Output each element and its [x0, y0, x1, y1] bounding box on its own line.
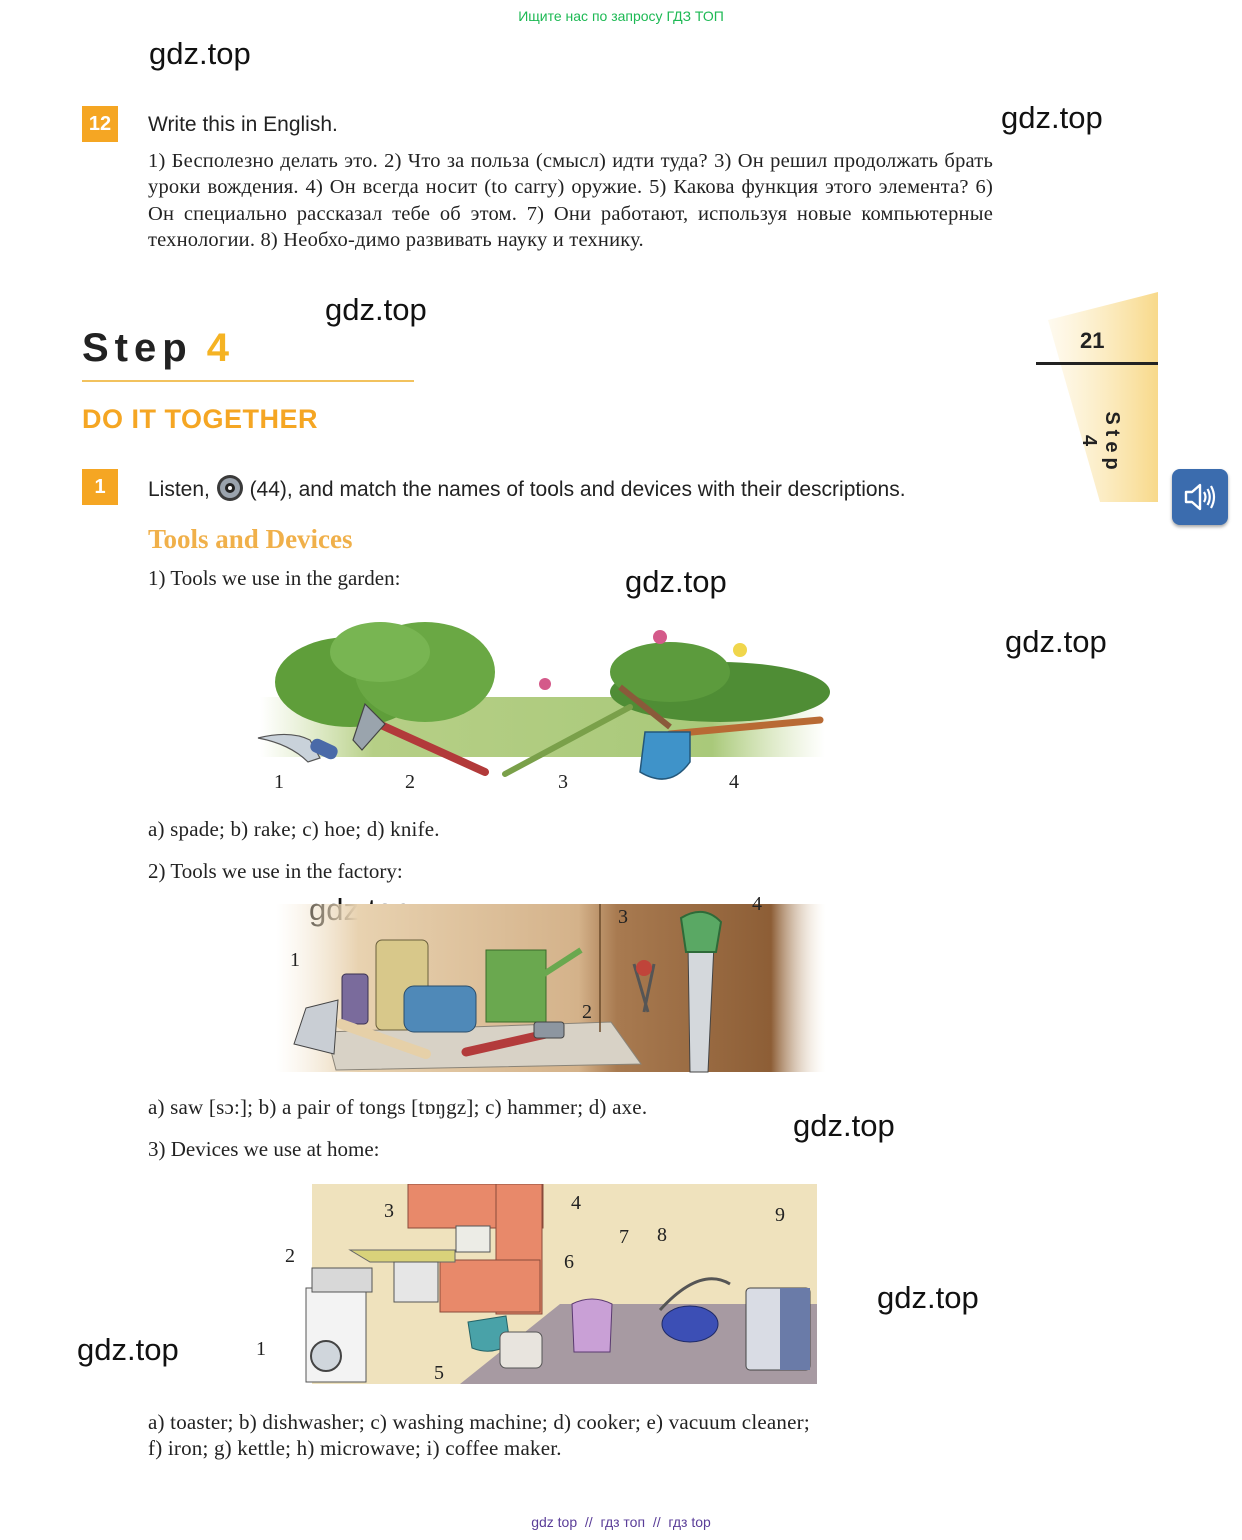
- exercise-text: 1) Бесполезно делать это. 2) Что за польза (смысл) идти туда? 3) Он решил продолжать брать уроки вождения. 4) Он всегда носит (to carry) оружие. 5) Какова функция этого элемента? 6) Он специально рассказал тебе об этом. 7) Они работают, используя новые компьютерные технологии. 8) Необхо-димо развивать науку и технику.: [148, 150, 993, 251]
- picture-label: 4: [752, 893, 762, 915]
- picture-label: 6: [564, 1251, 574, 1273]
- step-divider: [82, 380, 414, 382]
- answer-options: a) spade; b) rake; c) hoe; d) knife.: [148, 817, 440, 841]
- picture-label: 1: [256, 1338, 266, 1360]
- picture-label: 1: [274, 771, 284, 793]
- exercise-number-badge: 1: [82, 469, 118, 505]
- speaker-icon: [1183, 482, 1217, 512]
- step-word: Step: [82, 326, 193, 370]
- instruction-part: Listen,: [148, 478, 210, 501]
- picture-label: 3: [618, 906, 628, 928]
- watermark: gdz.top: [325, 292, 427, 327]
- watermark: gdz.top: [149, 36, 251, 71]
- watermark: gdz.top: [1005, 624, 1107, 659]
- exercise-number-badge: 12: [82, 106, 118, 142]
- picture-label: 2: [582, 1001, 592, 1023]
- answer-options: f) iron; g) kettle; h) microwave; i) coffee maker.: [148, 1436, 562, 1460]
- picture-label: 9: [775, 1204, 785, 1226]
- factory-tools-illustration: [276, 904, 826, 1076]
- audio-play-button[interactable]: [1172, 469, 1228, 525]
- exercise-instruction: Write this in English.: [148, 113, 338, 136]
- picture-label: 7: [619, 1226, 629, 1248]
- picture-label: 5: [434, 1362, 444, 1384]
- footer-links[interactable]: gdz top // гдз топ // гдз top: [531, 1514, 711, 1530]
- picture-label: 3: [558, 771, 568, 793]
- watermark: gdz.top: [625, 564, 727, 599]
- picture-label: 8: [657, 1224, 667, 1246]
- picture-label: 2: [405, 771, 415, 793]
- garden-tools-illustration: [250, 612, 830, 788]
- subsection-title: 3) Devices we use at home:: [148, 1137, 380, 1161]
- watermark: gdz.top: [77, 1332, 179, 1367]
- answer-options: a) toaster; b) dishwasher; c) washing machine; d) cooker; e) vacuum cleaner;: [148, 1410, 810, 1434]
- instruction-part: (44), and match the names of tools and devices with their descriptions.: [249, 478, 906, 501]
- picture-label: 3: [384, 1200, 394, 1222]
- step-heading: [82, 326, 235, 371]
- section-label: DO IT TOGETHER: [82, 404, 319, 434]
- watermark: gdz.top: [1001, 100, 1103, 135]
- answer-options: a) saw [sɔ:]; b) a pair of tongs [tɒŋgz]; c) hammer; d) axe.: [148, 1095, 648, 1119]
- tab-divider: [1036, 362, 1158, 365]
- picture-label: 2: [285, 1245, 295, 1267]
- watermark: gdz.top: [793, 1108, 895, 1143]
- tab-step-label: Step 4: [1078, 411, 1123, 475]
- cd-icon[interactable]: [216, 474, 244, 502]
- exercise-instruction: [148, 474, 906, 502]
- watermark: gdz.top: [877, 1280, 979, 1315]
- subsection-title: 2) Tools we use in the factory:: [148, 859, 403, 883]
- picture-label: 4: [729, 771, 739, 793]
- page-number: 21: [1080, 328, 1105, 353]
- subsection-title: 1) Tools we use in the garden:: [148, 566, 401, 590]
- picture-label: 1: [290, 949, 300, 971]
- step-number: 4: [206, 326, 235, 370]
- picture-label: 4: [571, 1192, 581, 1214]
- top-banner[interactable]: Ищите нас по запросу ГДЗ ТОП: [518, 8, 724, 24]
- home-devices-illustration: [260, 1184, 820, 1388]
- section-heading: Tools and Devices: [148, 524, 353, 554]
